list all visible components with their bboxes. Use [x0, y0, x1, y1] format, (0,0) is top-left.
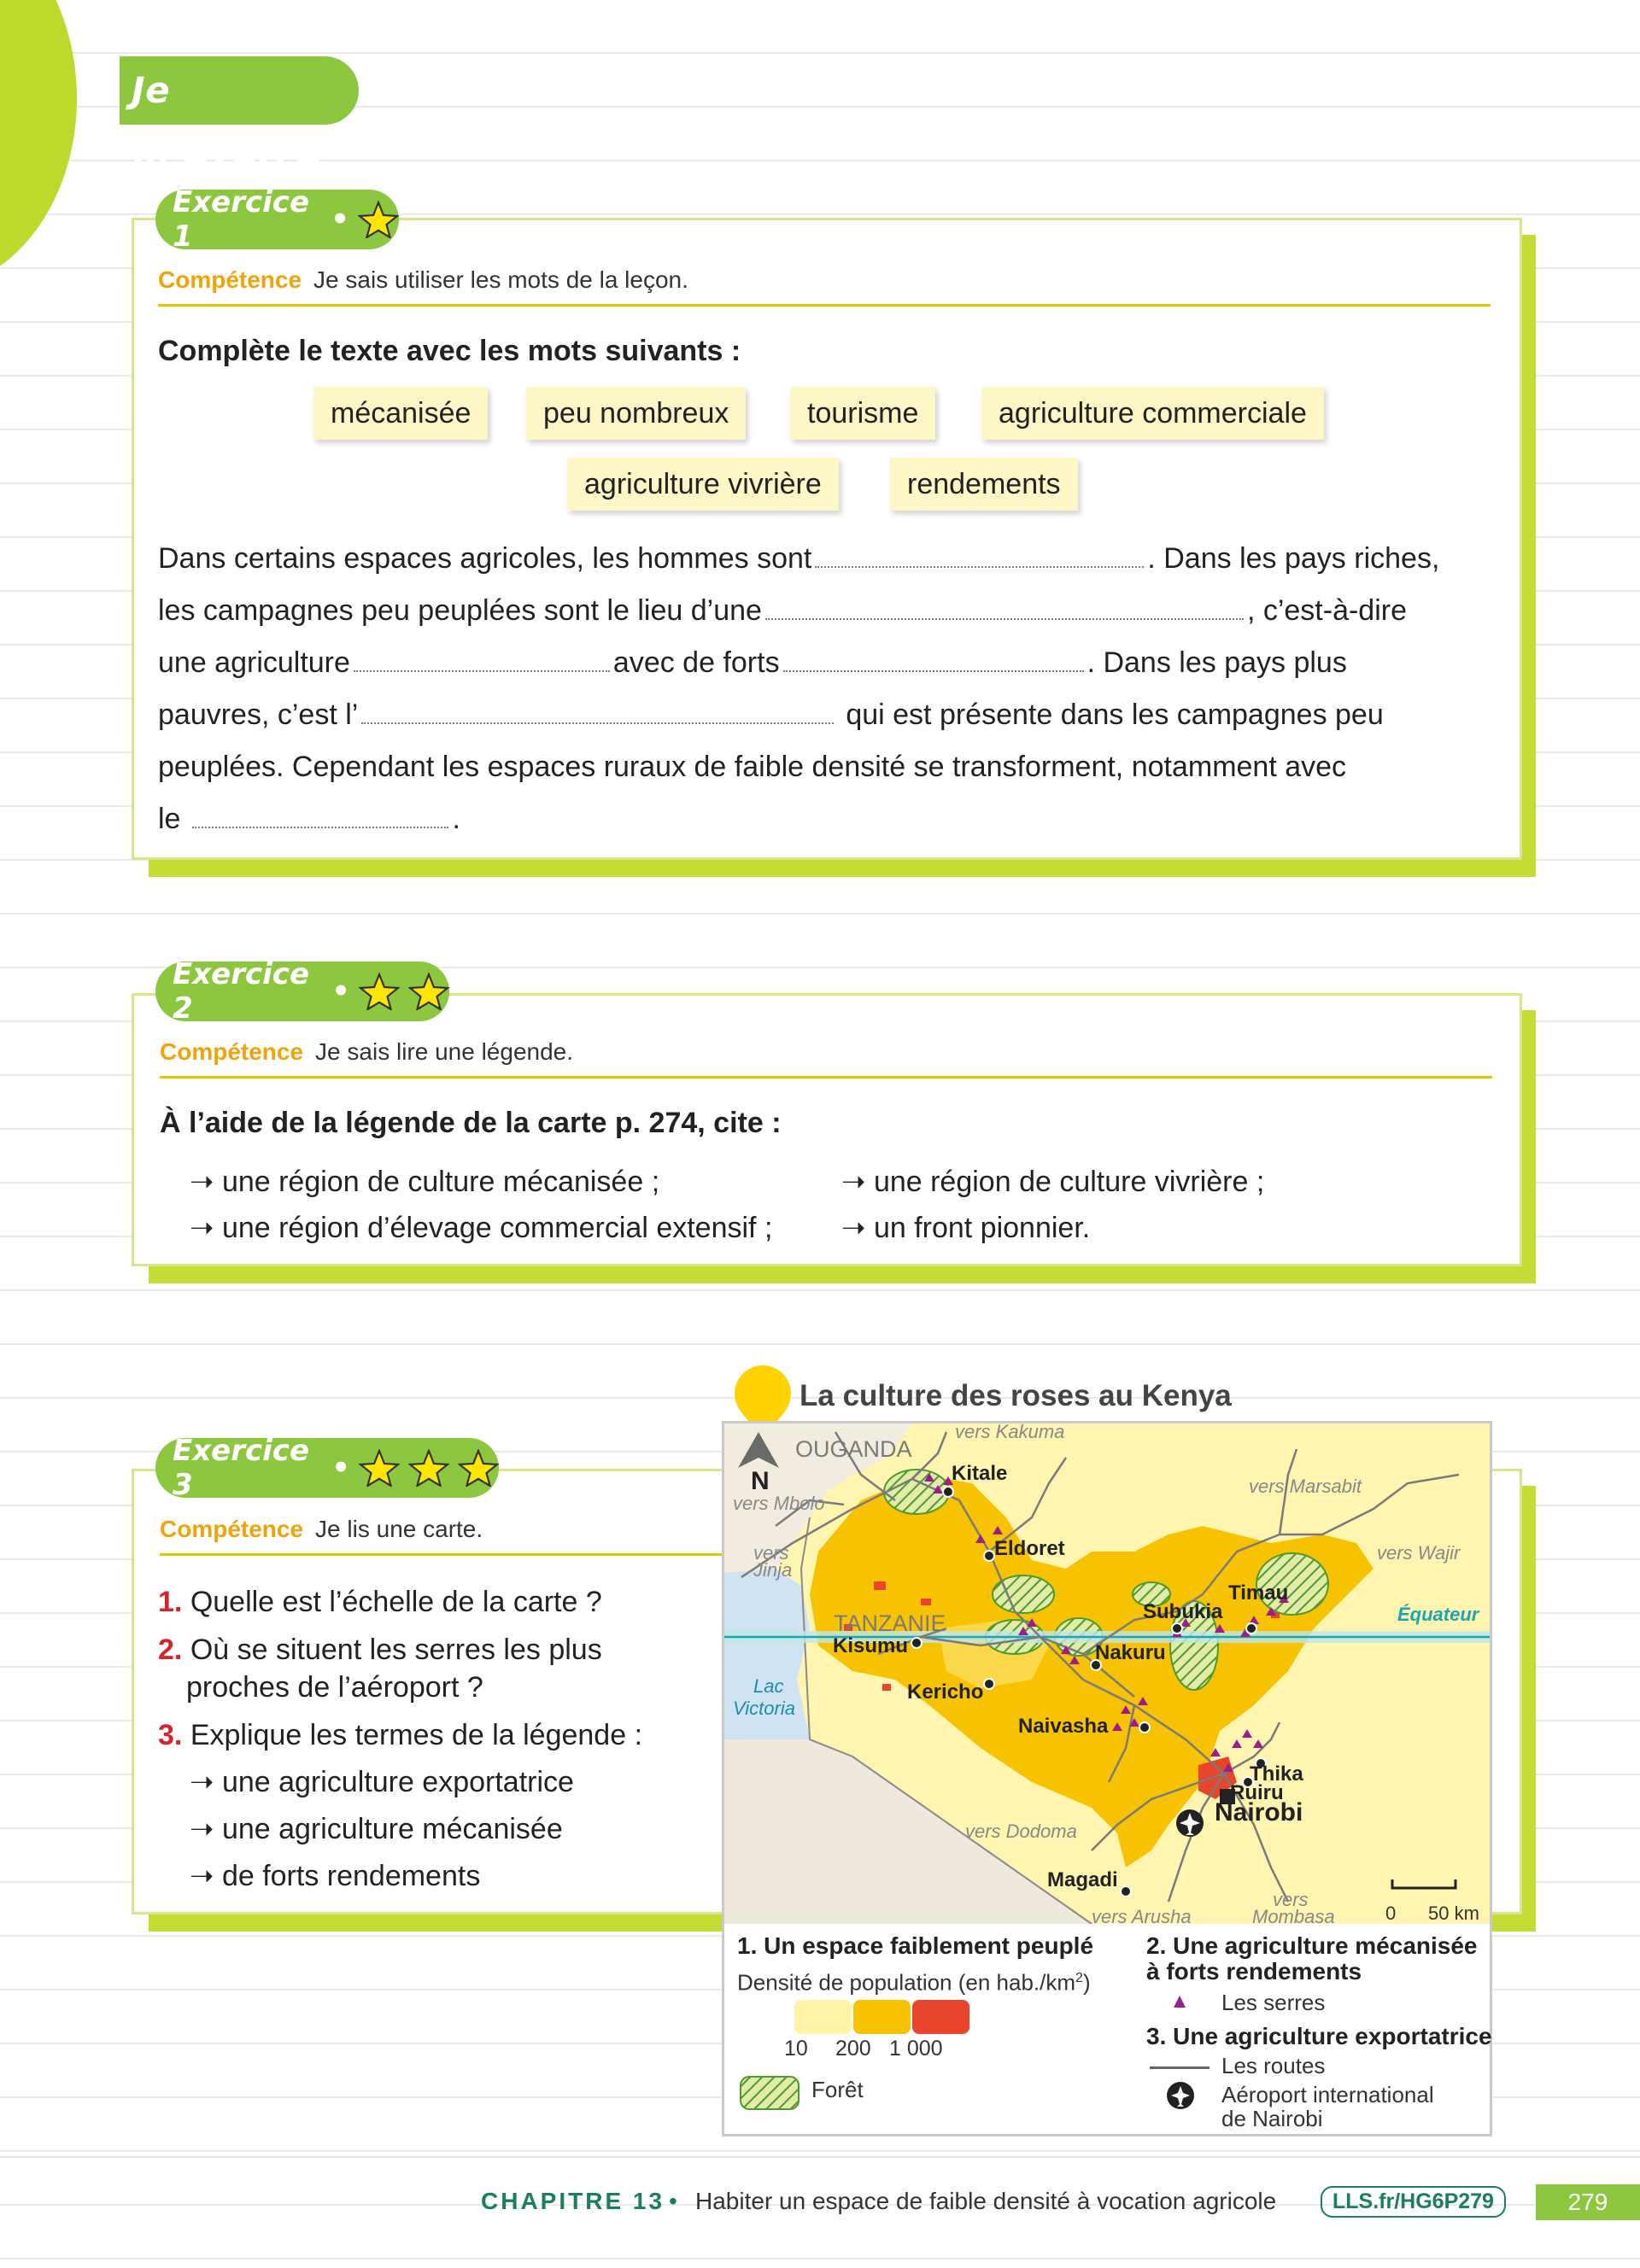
text-segment: . — [452, 803, 460, 835]
star-icon — [408, 973, 449, 1010]
density-tick: 200 — [835, 2037, 871, 2060]
legend-forest: Forêt — [811, 2077, 864, 2102]
forest-swatch — [739, 2075, 800, 2111]
list-item: ➝ une région de culture mécanisée ; — [190, 1166, 660, 1198]
density-swatch-high — [912, 2000, 969, 2034]
competence-label: Compétence — [160, 1038, 304, 1065]
map-label-vers: vers — [753, 1542, 789, 1564]
exercise1-title: Exercice 1 — [173, 185, 310, 254]
exercise3-title: Exercice 3 — [173, 1434, 310, 1502]
list-item: ➝ de forts rendements — [190, 1860, 481, 1892]
map-label-victoria: Victoria — [733, 1698, 795, 1719]
exercise3-pill — [155, 1434, 499, 1502]
city-dot — [911, 1638, 922, 1648]
map-label-jinja: Jinja — [753, 1559, 793, 1581]
list-item-text: une région d’élevage commercial extensif ; — [221, 1212, 773, 1244]
question — [158, 1629, 602, 1670]
density-tick: 1 000 — [889, 2037, 943, 2060]
text-segment: qui est présente dans les campagnes peu — [846, 699, 1384, 731]
star-icon — [458, 1449, 499, 1487]
density-tick: 10 — [784, 2037, 808, 2060]
section-title: Je m’exerce — [120, 56, 359, 125]
exercise1-competence — [158, 266, 688, 294]
kenya-map — [724, 1423, 1490, 1924]
text-segment: les campagnes peu peuplées sont le lieu d’une — [158, 594, 762, 627]
list-item-text: un front pionnier. — [873, 1212, 1091, 1244]
word-chip: agriculture commerciale — [981, 387, 1324, 440]
density-1000-patch — [882, 1684, 891, 1691]
map-label-vers-dodoma: vers Dodoma — [965, 1821, 1077, 1842]
footer-link[interactable]: LLS.fr/HG6P279 — [1321, 2186, 1506, 2218]
legend-density-label — [737, 1966, 1091, 1996]
density-1000-patch — [921, 1599, 931, 1605]
map-label-vers-marsabit: vers Marsabit — [1249, 1476, 1362, 1497]
legend-serres: Les serres — [1221, 1990, 1326, 2015]
legend-heading-3: 3. Une agriculture exportatrice — [1146, 2023, 1492, 2049]
question-text: Où se situent les serres les plus — [190, 1634, 602, 1666]
footer-bullet: • — [669, 2188, 677, 2214]
scale-km: 50 km — [1428, 1903, 1479, 1924]
density-1000-patch — [874, 1581, 886, 1590]
competence-text: Je sais lire une légende. — [315, 1038, 574, 1065]
city-kericho: Kericho — [907, 1681, 984, 1704]
city-dot — [1246, 1623, 1256, 1634]
list-item-text: une région de culture mécanisée ; — [221, 1166, 660, 1198]
question — [158, 1715, 642, 1756]
map-label-ouganda: OUGANDA — [795, 1436, 912, 1462]
footer-rule — [0, 2156, 1640, 2158]
density-label-text: Densité de population (en hab./km — [737, 1969, 1076, 1996]
city-thika: Thika — [1250, 1762, 1303, 1786]
question-number: 3. — [158, 1719, 183, 1751]
airport-legend-icon — [1165, 2080, 1196, 2111]
star-icon — [358, 201, 399, 238]
text-line — [158, 694, 1384, 735]
question-text: Quelle est l’échelle de la carte ? — [190, 1586, 602, 1618]
city-naivasha: Naivasha — [1018, 1715, 1109, 1738]
text-segment: . Dans les pays riches, — [1147, 542, 1440, 575]
question-text: Explique les termes de la légende : — [190, 1719, 643, 1751]
city-magadi: Magadi — [1047, 1868, 1118, 1891]
question-number: 2. — [158, 1634, 183, 1666]
competence-rule — [160, 1076, 1492, 1078]
exercise3-dot: • — [331, 1451, 350, 1485]
city-nairobi: Nairobi — [1215, 1798, 1303, 1827]
text-segment: Dans certains espaces agricoles, les hommes sont — [158, 542, 812, 575]
text-segment: pauvres, c’est l’ — [158, 699, 359, 731]
list-item: ➝ un front pionnier. — [841, 1212, 1091, 1244]
list-item-text: une agriculture exportatrice — [221, 1766, 574, 1798]
list-item-text: une agriculture mécanisée — [221, 1813, 563, 1845]
map-label-equateur: Équateur — [1397, 1604, 1479, 1625]
legend-heading-2a: 2. Une agriculture mécanisée — [1146, 1932, 1478, 1959]
fill-blank[interactable] — [192, 820, 448, 828]
map-title: La culture des roses au Kenya — [800, 1379, 1232, 1412]
text-segment: . Dans les pays plus — [1086, 646, 1347, 679]
city-dot — [984, 1551, 994, 1561]
corner-decoration — [0, 0, 77, 290]
legend-routes: Les routes — [1221, 2053, 1326, 2078]
star-icon — [359, 1449, 400, 1487]
fill-blank[interactable] — [361, 716, 834, 724]
page-number: 279 — [1536, 2184, 1640, 2220]
serre-legend-icon — [1172, 1994, 1187, 2009]
text-line — [158, 590, 1407, 631]
list-item-text: une région de culture vivrière ; — [873, 1166, 1265, 1198]
text-segment: le — [158, 803, 181, 835]
competence-rule — [158, 304, 1491, 307]
competence-text: Je lis une carte. — [315, 1516, 483, 1542]
map-label-mombasa: Mombasa — [1252, 1906, 1335, 1927]
list-item-text: de forts rendements — [221, 1860, 481, 1892]
competence-text: Je sais utiliser les mots de la leçon. — [313, 266, 688, 293]
question — [158, 1581, 602, 1622]
city-timau: Timau — [1228, 1581, 1289, 1605]
road-legend-line — [1150, 2066, 1210, 2069]
word-chip: agriculture vivrière — [567, 458, 839, 511]
density-swatch-mid — [853, 2000, 911, 2034]
word-chip: tourisme — [790, 387, 935, 440]
exercise2-dot: • — [331, 974, 350, 1008]
list-item: ➝ une région de culture vivrière ; — [841, 1166, 1265, 1198]
city-dot — [1139, 1722, 1150, 1733]
exercise2-pill — [155, 957, 449, 1026]
map-label-vers-arusha: vers Arusha — [1092, 1906, 1192, 1927]
map-label-vers-wajir: vers Wajir — [1377, 1542, 1461, 1564]
footer-title: Habiter un espace de faible densité à vocation agricole — [695, 2188, 1277, 2214]
exercise1-dot: • — [331, 202, 349, 237]
scale-zero: 0 — [1385, 1903, 1397, 1924]
legend-heading-2b: à forts rendements — [1146, 1958, 1362, 1984]
word-chip: rendements — [890, 458, 1078, 511]
density-swatch-low — [794, 2000, 852, 2034]
city-dot — [1121, 1886, 1131, 1897]
map-label-lac: Lac — [753, 1675, 784, 1697]
airport-icon — [1176, 1809, 1204, 1837]
city-subukia: Subukia — [1143, 1600, 1223, 1623]
text-segment: une agriculture — [158, 646, 350, 679]
list-item: ➝ une agriculture mécanisée — [190, 1813, 563, 1845]
map-label-vers2: vers — [1273, 1889, 1309, 1910]
fill-blank[interactable] — [765, 611, 1244, 620]
text-line — [158, 538, 1439, 579]
word-chip: mécanisée — [313, 387, 488, 440]
footer-chapter: CHAPITRE 13 — [481, 2188, 665, 2214]
city-eldoret: Eldoret — [994, 1537, 1065, 1560]
list-item: ➝ une agriculture exportatrice — [190, 1766, 574, 1798]
city-ruiru: Ruiru — [1230, 1781, 1284, 1804]
fill-blank[interactable] — [354, 663, 610, 672]
star-icon — [359, 973, 400, 1010]
density-label-sup: 2 — [1075, 1971, 1083, 1985]
question-number: 1. — [158, 1586, 183, 1618]
text-line — [158, 746, 1346, 787]
text-segment: avec de forts — [612, 646, 780, 679]
map-label-tanzanie: TANZANIE — [834, 1610, 946, 1636]
exercise3-competence — [160, 1516, 483, 1543]
text-segment: peuplées. Cependant les espaces ruraux de faible densité se transforment, notamment avec — [158, 751, 1347, 783]
density-label-close: ) — [1082, 1969, 1091, 1996]
map-label-vers-mbolo: vers Mbolo — [733, 1493, 825, 1514]
city-dot — [1172, 1623, 1182, 1634]
fill-blank[interactable] — [783, 663, 1084, 672]
exercise2-title: Exercice 2 — [173, 957, 310, 1026]
text-line — [158, 642, 1347, 683]
city-kitale: Kitale — [952, 1462, 1008, 1485]
legend-airport-2: de Nairobi — [1221, 2106, 1323, 2131]
text-line — [158, 798, 460, 839]
city-nakuru: Nakuru — [1095, 1641, 1166, 1664]
city-kisumu: Kisumu — [833, 1634, 909, 1657]
list-item: ➝ une région d’élevage commercial extensif ; — [190, 1212, 773, 1244]
legend-heading-1: 1. Un espace faiblement peuplé — [737, 1932, 1094, 1959]
competence-label: Compétence — [160, 1516, 304, 1542]
exercise2-instruction: À l’aide de la légende de la carte p. 274, cite : — [160, 1107, 782, 1139]
question-continuation: proches de l’aéroport ? — [186, 1671, 483, 1704]
city-dot — [984, 1679, 994, 1689]
legend-airport-1: Aéroport international — [1221, 2082, 1434, 2107]
star-icon — [408, 1449, 449, 1487]
exercise1-pill — [155, 185, 399, 254]
text-segment: , c’est-à-dire — [1246, 594, 1408, 627]
competence-label: Compétence — [158, 266, 302, 293]
exercise2-competence — [160, 1038, 573, 1066]
word-chip: peu nombreux — [526, 387, 746, 440]
exercise1-instruction: Complète le texte avec les mots suivants : — [158, 335, 741, 367]
city-dot — [943, 1487, 953, 1497]
fill-blank[interactable] — [815, 559, 1144, 568]
north-label: N — [751, 1467, 770, 1495]
competence-rule — [160, 1553, 723, 1556]
map-label-vers-kakuma: vers Kakuma — [955, 1421, 1065, 1442]
